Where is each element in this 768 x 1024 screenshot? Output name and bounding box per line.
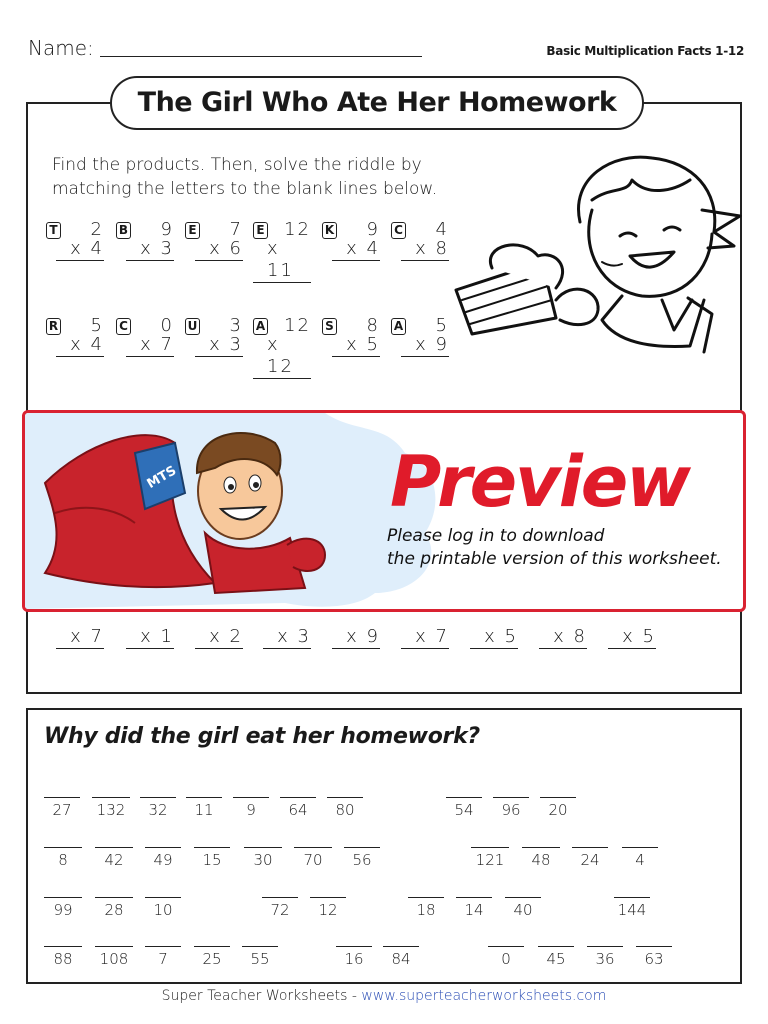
multiplier: x 3 (263, 626, 311, 649)
letter-box: K (322, 222, 337, 239)
multiplier: x 5 (332, 334, 380, 357)
answer-blank: 48 (522, 847, 560, 872)
problem (185, 315, 255, 364)
problem (253, 315, 323, 377)
problem-partial (253, 610, 323, 656)
problem (391, 315, 461, 364)
superhero-mascot-illustration (25, 413, 445, 609)
answer-blank: 88 (44, 946, 82, 971)
letter-box: S (322, 318, 337, 335)
preview-message-line2: the printable version of this worksheet. (387, 549, 722, 569)
multiplicand: 12 (284, 315, 311, 336)
answer-blank: 40 (505, 897, 541, 922)
problem-partial (598, 610, 668, 656)
multiplicand: 5 (435, 315, 449, 336)
answer-blank: 10 (145, 897, 181, 922)
problem (322, 219, 392, 268)
answer-blank: 18 (408, 897, 444, 922)
letter-box: U (185, 318, 200, 335)
problem-partial (460, 610, 530, 656)
multiplicand: 12 (284, 219, 311, 240)
problem (116, 219, 186, 268)
answer-blank: 56 (344, 847, 380, 872)
problem-partial (391, 610, 461, 656)
answer-blank: 108 (95, 946, 133, 971)
answer-blank: 12 (310, 897, 346, 922)
footer (0, 988, 768, 1004)
multiplier: x 1 (126, 626, 174, 649)
preview-banner[interactable] (22, 410, 746, 612)
answer-blank: 4 (622, 847, 658, 872)
answer-blank: 70 (294, 847, 332, 872)
worksheet-title: The Girl Who Ate Her Homework (110, 76, 644, 130)
letter-box: T (46, 222, 61, 239)
problem (322, 315, 392, 364)
problem-partial (529, 610, 599, 656)
letter-box: C (391, 222, 406, 239)
problem-partial (185, 610, 255, 656)
problem-partial (322, 610, 392, 656)
answer-blank: 11 (186, 797, 222, 822)
multiplier: x 5 (470, 626, 518, 649)
multiplier: x 7 (401, 626, 449, 649)
answer-blank: 80 (327, 797, 363, 822)
multiplicand: 9 (366, 219, 380, 240)
multiplicand: 9 (160, 219, 174, 240)
multiplier: x 2 (195, 626, 243, 649)
multiplier: x 4 (56, 238, 104, 261)
multiplier: x 7 (56, 626, 104, 649)
multiplier: x 3 (195, 334, 243, 357)
answer-blank: 42 (95, 847, 133, 872)
answer-blank: 132 (92, 797, 130, 822)
multiplicand: 7 (229, 219, 243, 240)
answer-blank: 32 (140, 797, 176, 822)
answer-blank: 121 (471, 847, 509, 872)
name-label: Name: (28, 36, 94, 60)
problem-partial (46, 610, 116, 656)
answer-blank: 30 (244, 847, 282, 872)
multiplier: x 4 (332, 238, 380, 261)
answer-blank: 99 (44, 897, 82, 922)
answer-blank: 25 (194, 946, 230, 971)
multiplier: x 8 (539, 626, 587, 649)
letter-box: A (391, 318, 406, 335)
answer-blank: 20 (540, 797, 576, 822)
answer-blank: 16 (336, 946, 372, 971)
footer-text: Super Teacher Worksheets - (161, 988, 362, 1004)
problem (116, 315, 186, 364)
instructions: Find the products. Then, solve the riddle by matching the letters to the blank lines below. (52, 155, 438, 199)
answer-blank: 0 (488, 946, 524, 971)
multiplicand: 3 (229, 315, 243, 336)
answer-blank: 24 (572, 847, 608, 872)
footer-link[interactable]: www.superteacherworksheets.com (361, 988, 607, 1004)
preview-heading: Preview (390, 441, 689, 523)
multiplicand: 8 (366, 315, 380, 336)
riddle-panel (26, 708, 742, 984)
answer-blank: 144 (614, 897, 650, 922)
multiplicand: 4 (435, 219, 449, 240)
multiplier: x 8 (401, 238, 449, 261)
answer-blank: 55 (242, 946, 278, 971)
problem-partial (116, 610, 186, 656)
answer-blank: 49 (145, 847, 181, 872)
multiplier: x 4 (56, 334, 104, 357)
answer-blank: 27 (44, 797, 80, 822)
multiplicand: 2 (90, 219, 104, 240)
multiplier: x 7 (126, 334, 174, 357)
worksheet-subject: Basic Multiplication Facts 1-12 (546, 44, 744, 58)
problem (391, 219, 461, 268)
answer-blank: 7 (145, 946, 181, 971)
answer-blank: 28 (95, 897, 133, 922)
multiplier: x 5 (608, 626, 656, 649)
answer-blank: 84 (383, 946, 419, 971)
answer-blank: 45 (538, 946, 574, 971)
problem (185, 219, 255, 268)
multiplier: x 12 (253, 334, 311, 379)
answer-blank: 54 (446, 797, 482, 822)
answer-blank: 15 (194, 847, 230, 872)
preview-message (387, 525, 722, 571)
answer-blank: 14 (456, 897, 492, 922)
answer-blank: 96 (493, 797, 529, 822)
answer-blank: 63 (636, 946, 672, 971)
problem (46, 219, 116, 268)
problem (46, 315, 116, 364)
letter-box: A (253, 318, 268, 335)
answer-blank: 36 (587, 946, 623, 971)
multiplier: x 3 (126, 238, 174, 261)
multiplier: x 9 (332, 626, 380, 649)
multiplier: x 9 (401, 334, 449, 357)
multiplicand: 5 (90, 315, 104, 336)
name-line (100, 56, 422, 57)
preview-message-line1: Please log in to download (387, 526, 605, 546)
problem (253, 219, 323, 281)
letter-box: C (116, 318, 131, 335)
answer-blank: 72 (262, 897, 298, 922)
multiplicand: 0 (160, 315, 174, 336)
girl-eating-homework-illustration (452, 150, 752, 365)
letter-box: B (116, 222, 131, 239)
letter-box: R (46, 318, 61, 335)
riddle-question: Why did the girl eat her homework? (44, 724, 480, 749)
multiplier: x 11 (253, 238, 311, 283)
mascot-badge-text: MTS (144, 463, 180, 492)
letter-box: E (253, 222, 268, 239)
answer-blank: 8 (44, 847, 82, 872)
answer-blank: 64 (280, 797, 316, 822)
multiplier: x 6 (195, 238, 243, 261)
answer-blank: 9 (233, 797, 269, 822)
letter-box: E (185, 222, 200, 239)
